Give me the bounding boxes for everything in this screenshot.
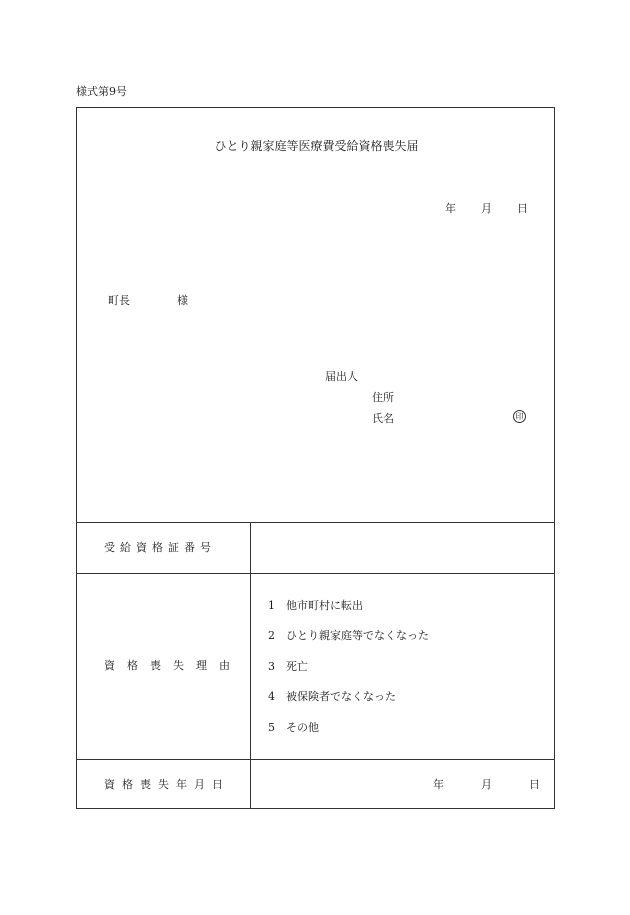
table-divider-row2 [77, 759, 554, 760]
reason-item-2[interactable] [268, 630, 429, 641]
reason-number: 5 [268, 721, 275, 734]
date-month-label: 月 [481, 202, 492, 215]
reason-number: 2 [268, 629, 275, 642]
date-day-label: 日 [517, 202, 528, 215]
certificate-number-field[interactable] [251, 523, 555, 573]
reason-item-3[interactable] [268, 661, 308, 672]
reason-item-1[interactable] [268, 600, 363, 611]
form-title: ひとり親家庭等医療費受給資格喪失届 [214, 139, 419, 153]
notifier-label: 届出人 [325, 370, 358, 383]
seal-mark: 印 [513, 410, 526, 423]
reason-item-4[interactable] [268, 691, 396, 702]
notifier-address-label: 住所 [372, 391, 394, 404]
notifier-name-label: 氏名 [372, 412, 394, 425]
addressee-label: 町長 [108, 294, 130, 307]
reason-text: ひとり親家庭等でなくなった [286, 629, 429, 642]
notification-form [76, 107, 555, 809]
table-divider-row1 [77, 573, 554, 574]
loss-reason-label: 資格喪失理由 [104, 659, 242, 672]
certificate-number-label: 受給資格証番号 [104, 541, 216, 554]
reason-number: 4 [268, 690, 275, 703]
loss-date-year: 年 [433, 778, 444, 791]
form-number: 様式第9号 [76, 85, 127, 98]
addressee-honorific: 様 [177, 294, 188, 307]
reason-text: その他 [286, 721, 319, 734]
loss-date-day: 日 [529, 778, 540, 791]
reason-number: 1 [268, 599, 275, 612]
reason-text: 被保険者でなくなった [286, 690, 396, 703]
reason-text: 他市町村に転出 [286, 599, 363, 612]
reason-item-5[interactable] [268, 722, 319, 733]
reason-text: 死亡 [286, 660, 308, 673]
reason-number: 3 [268, 660, 275, 673]
loss-date-label: 資格喪失年月日 [104, 778, 230, 791]
loss-date-month: 月 [481, 778, 492, 791]
date-year-label: 年 [445, 202, 456, 215]
